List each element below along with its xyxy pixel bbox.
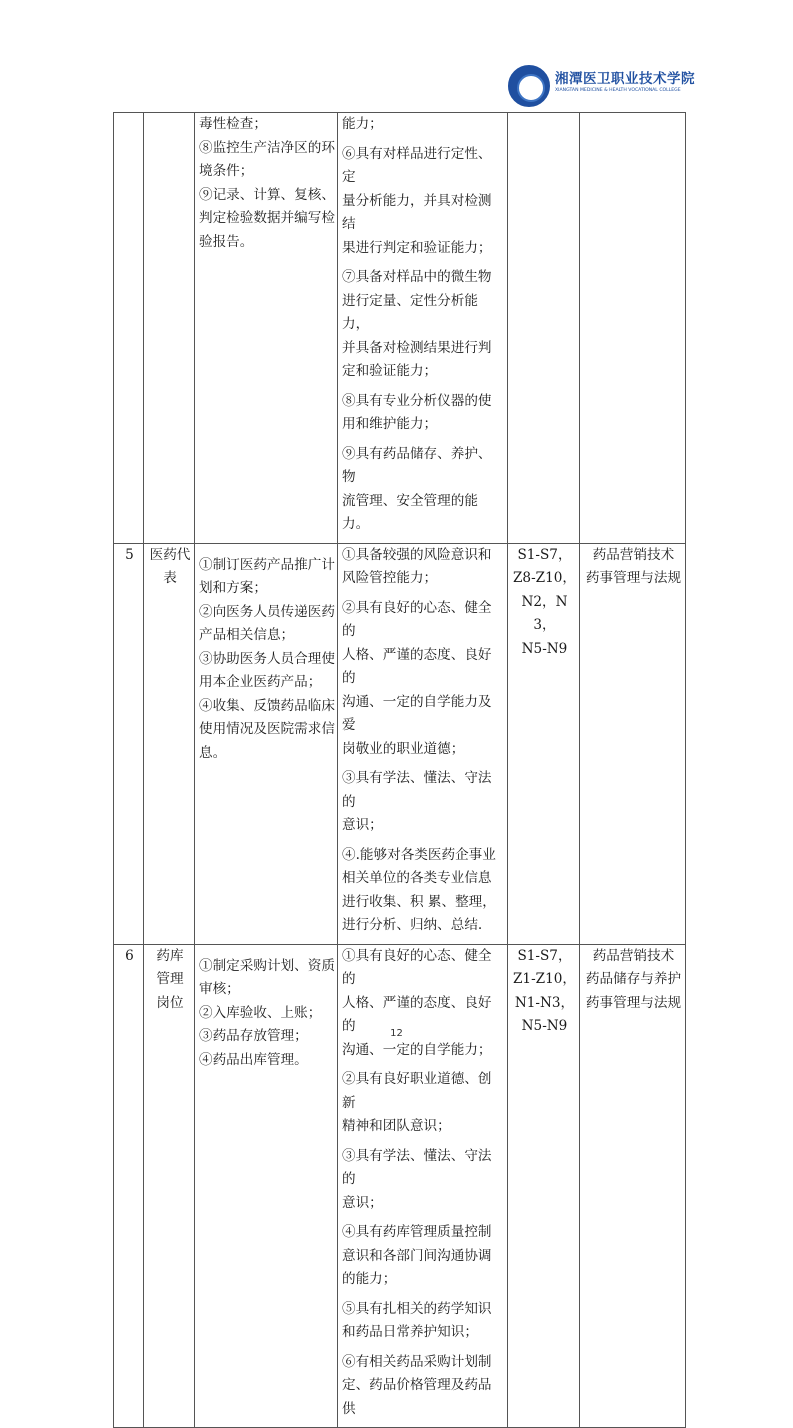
work-tasks [195,543,338,944]
supporting-courses [580,944,686,1428]
course-name: 药品营销技术 [592,947,675,964]
ability-line: 的能力； [342,1271,397,1287]
ability-item [342,1351,505,1422]
ability-line: ⑦具备对样品中的微生物 [342,269,492,285]
table-row [114,543,686,944]
ability-item [342,1145,505,1216]
ability-line: 沟通、一定的自学能力及爱 [342,693,492,733]
job-name [144,944,195,1428]
ability-item [342,844,505,938]
ability-line: 进行定量、定性分析能力， [342,292,478,332]
work-task-line: ④药品出库管理。 [199,1051,308,1068]
job-name-line: 表 [163,570,177,586]
supporting-courses [580,543,686,944]
job-name [144,543,195,944]
ability-line: 意识； [342,1194,383,1211]
standard-codes [508,113,580,544]
ability-line: ③具有学法、懂法、守法的 [342,1147,492,1187]
work-task-line: 划和方案； [199,580,267,596]
standard-code-line: S1-S7， [517,546,572,563]
course-name: 药品储存与养护 [585,971,682,987]
job-name-line: 医药代 [149,546,191,563]
ability-item [342,597,505,762]
college-seal-icon [508,65,550,107]
table-row [114,113,686,544]
ability-requirements [338,944,508,1428]
ability-line: 意识； [342,817,383,833]
college-english-name: XIANGTAN MEDICINE & HEALTH VOCATIONAL COLLEGE [555,88,681,93]
job-name-line: 管理 [156,971,184,987]
standard-code-line: N1-N3， [514,994,575,1011]
ability-line: ⑤具有扎相关的药学知识 [342,1300,492,1317]
ability-line: 岗敬业的职业道德； [342,740,465,757]
college-logo [508,65,695,109]
work-task-line: 境条件； [199,163,254,179]
ability-item [342,143,505,261]
work-task-line: ①制定采购计划、资质 [199,957,335,974]
ability-line: ⑥具有对样品进行定性、定 [342,145,492,185]
ability-line: 并具备对检测结果进行判 [342,339,492,356]
work-task-line: ②向医务人员传递医药 [199,603,335,620]
supporting-courses [580,113,686,544]
ability-item [342,767,505,838]
ability-item [342,266,505,384]
ability-item [342,1298,505,1345]
ability-line: 意识和各部门间沟通协调 [342,1247,492,1264]
work-task-line: 审核； [199,981,240,997]
row-index: 5 [114,543,144,944]
standard-codes [508,543,580,944]
standard-code-line: Z8-Z10， [512,570,577,586]
ability-line: 人格、严谨的态度、良好的 [342,646,492,686]
ability-line: 人格、严谨的态度、良好的 [342,994,492,1034]
ability-line: ①具备较强的风险意识和 [342,546,492,563]
ability-line: ⑧具有专业分析仪器的使 [342,392,492,409]
ability-line: 能力； [342,116,383,132]
ability-item [342,390,505,437]
course-name: 药事管理与法规 [585,570,682,586]
work-task-line: 用本企业医药产品； [199,674,322,690]
work-task-line: ①制订医药产品推广计 [199,556,335,573]
standard-code-line: N2，N3， [521,593,568,633]
work-task-line: ③药品存放管理； [199,1028,308,1044]
job-name [144,113,195,544]
standard-code-line: S1-S7， [517,947,572,964]
work-task-line: ②入库验收、上账； [199,1004,322,1021]
ability-line: 用和维护能力； [342,416,438,432]
ability-line: ②具有良好的心态、健全的 [342,599,492,639]
ability-item [342,1068,505,1139]
ability-line: 定和验证能力； [342,363,438,379]
ability-line: ④.能够对各类医药企事业 [342,846,496,863]
work-tasks [195,944,338,1428]
standard-codes [508,944,580,1428]
ability-item [342,544,505,591]
job-name-line: 药库 [156,947,184,964]
page-number: 12 [390,1028,403,1039]
work-task-line: 产品相关信息； [199,627,295,643]
ability-line: 量分析能力，并具对检测结 [342,192,492,232]
ability-line: ⑨具有药品储存、养护、物 [342,445,492,485]
course-name: 药品营销技术 [592,546,675,563]
work-task-line: 判定检验数据并编写检 [199,210,335,226]
work-task-line: 毒性检查； [199,116,267,132]
course-name: 药事管理与法规 [585,994,682,1011]
ability-line: ②具有良好职业道德、创新 [342,1071,492,1111]
table-row [114,944,686,1428]
ability-line: 和药品日常养护知识； [342,1324,478,1340]
ability-line: 风险管控能力； [342,570,438,586]
ability-line: 定、药品价格管理及药品供 [342,1377,492,1417]
ability-line: ④具有药库管理质量控制 [342,1224,492,1240]
work-task-line: ③协助医务人员合理使 [199,650,335,667]
ability-line: ⑥有相关药品采购计划制 [342,1353,492,1370]
ability-line: 沟通、一定的自学能力； [342,1041,492,1058]
ability-line: ③具有学法、懂法、守法的 [342,770,492,810]
row-index [114,113,144,544]
ability-requirements [338,113,508,544]
job-ability-table [113,112,686,1428]
standard-code-line: Z1-Z10， [512,971,577,987]
work-tasks [195,113,338,544]
ability-line: ①具有良好的心态、健全的 [342,947,492,987]
ability-line: 相关单位的各类专业信息 [342,870,492,886]
job-name-line: 岗位 [156,994,184,1011]
ability-line: 进行分析、归纳、总结. [342,917,483,933]
work-task-line: 息。 [199,744,227,761]
work-task-line: 验报告。 [199,233,254,250]
standard-code-line: N5-N9 [521,1018,568,1034]
row-index: 6 [114,944,144,1428]
standard-code-line: N5-N9 [521,640,568,657]
work-task-line: ⑧监控生产洁净区的环 [199,139,335,156]
ability-line: 果进行判定和验证能力； [342,239,492,256]
work-task-line: 使用情况及医院需求信 [199,721,335,737]
ability-requirements [338,543,508,944]
work-task-line: ⑨记录、计算、复核、 [199,186,335,203]
ability-item [342,113,505,137]
college-name: 湘潭医卫职业技术学院 [555,71,695,87]
ability-item [342,945,505,1063]
ability-line: 精神和团队意识； [342,1118,451,1134]
ability-item [342,443,505,537]
ability-line: 进行收集、积 累、整理， [342,893,496,910]
work-task-line: ④收集、反馈药品临床 [199,697,335,714]
ability-line: 流管理、安全管理的能力。 [342,492,478,532]
ability-item [342,1221,505,1292]
